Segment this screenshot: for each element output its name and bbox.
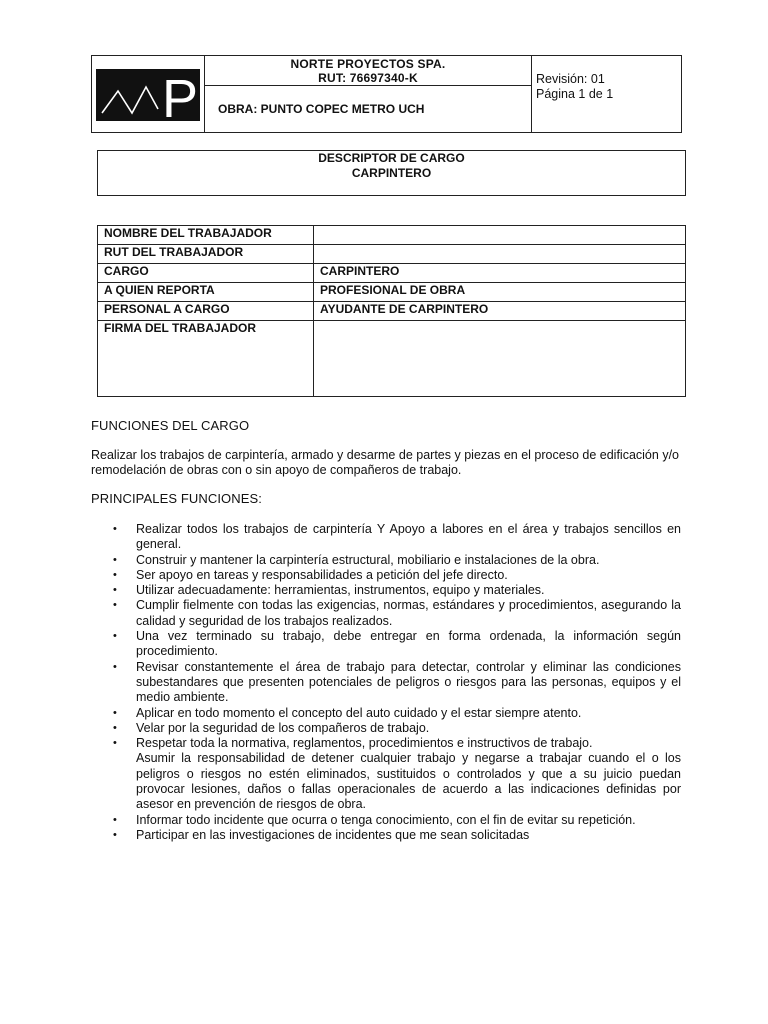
list-item (91, 828, 681, 843)
list-item-text: Velar por la seguridad de los compañeros de trabajo. (136, 720, 430, 735)
bullet-icon: • (113, 721, 117, 734)
company-logo (96, 69, 200, 121)
descriptor-title: DESCRIPTOR DE CARGO (318, 151, 465, 165)
list-item-text: Aplicar en todo momento el concepto del auto cuidado y el estar siempre atento. (136, 705, 582, 720)
company-rut: RUT: 76697340-K (318, 71, 418, 85)
bullet-icon: • (113, 553, 117, 566)
list-item-text: Participar en las investigaciones de incidentes que me sean solicitadas (136, 827, 530, 842)
list-item-text: Asumir la responsabilidad de detener cualquier trabajo y negarse a trabajar cuando el o los peligros o riesgos no estén eliminados, sustituidos o controlados y que a su juicio puedan provocar lesiones, daños o fallas operacionales de acuerdo a las indicaciones definidas por asesor en prevención de riesgos de obra. (136, 751, 681, 812)
table-row (98, 226, 686, 245)
descriptor-box (97, 150, 686, 196)
row-label: NOMBRE DEL TRABAJADOR (98, 226, 314, 245)
principales-title: PRINCIPALES FUNCIONES: (91, 491, 262, 506)
obra-label: OBRA: PUNTO COPEC METRO UCH (218, 102, 425, 116)
funciones-intro: Realizar los trabajos de carpintería, armado y desarme de partes y piezas en el proceso de edificación y/o remodelación de obras con o sin apoyo de compañeros de trabajo. (91, 448, 679, 477)
bullet-icon: • (113, 737, 117, 750)
row-label: PERSONAL A CARGO (98, 302, 314, 321)
functions-list (91, 522, 681, 843)
bullet-icon: • (113, 630, 117, 643)
list-item (91, 736, 681, 751)
list-item (91, 568, 681, 583)
table-row (98, 245, 686, 264)
list-item-text: Una vez terminado su trabajo, debe entregar en forma ordenada, la información según procedimiento. (136, 629, 681, 659)
list-item-text: Utilizar adecuadamente: herramientas, instrumentos, equipo y materiales. (136, 583, 545, 598)
row-value (314, 245, 686, 264)
document-header (91, 55, 682, 133)
list-item-text: Construir y mantener la carpintería estructural, mobiliario e instalaciones de la obra. (136, 552, 600, 567)
list-item-text: Respetar toda la normativa, reglamentos, procedimientos e instructivos de trabajo. (136, 736, 593, 751)
bullet-icon: • (113, 584, 117, 597)
page-number: Página 1 de 1 (536, 87, 614, 101)
signature-field[interactable] (314, 321, 686, 397)
bullet-icon: • (113, 828, 117, 841)
descriptor-subtitle: CARPINTERO (351, 166, 432, 180)
row-value: PROFESIONAL DE OBRA (314, 283, 686, 302)
list-item-text: Cumplir fielmente con todas las exigencias, normas, estándares y procedimientos, asegurando la calidad y seguridad de los trabajos realizados. (136, 598, 681, 628)
company-name: NORTE PROYECTOS SPA. (290, 57, 446, 71)
bullet-icon: • (113, 706, 117, 719)
bullet-icon: • (113, 813, 117, 826)
funciones-title: FUNCIONES DEL CARGO (91, 418, 250, 433)
bullet-icon: • (113, 660, 117, 673)
row-label: CARGO (98, 264, 314, 283)
list-item (91, 522, 681, 553)
list-item-text: Revisar constantemente el área de trabajo para detectar, controlar y eliminar las condiciones subestandares que presenten potenciales de peligros o riesgos para las personas, equipos y el medio ambiente. (136, 659, 681, 705)
revision-cell (536, 72, 613, 102)
row-label: A QUIEN REPORTA (98, 283, 314, 302)
bullet-icon: • (113, 523, 117, 535)
row-label: RUT DEL TRABAJADOR (98, 245, 314, 264)
list-item (91, 706, 681, 721)
list-item-continuation (91, 751, 681, 812)
row-value: AYUDANTE DE CARPINTERO (314, 302, 686, 321)
company-cell (205, 56, 532, 132)
company-block (205, 56, 531, 86)
list-item (91, 598, 681, 629)
worker-info-table (97, 225, 686, 397)
list-item (91, 583, 681, 598)
logo-cell (92, 56, 205, 132)
list-item (91, 721, 681, 736)
row-value: CARPINTERO (314, 264, 686, 283)
row-value (314, 226, 686, 245)
list-item-text: Informar todo incidente que ocurra o tenga conocimiento, con el fin de evitar su repetición. (136, 812, 636, 827)
logo-letter: P (162, 69, 199, 121)
mountain-logo-icon (96, 69, 200, 121)
table-row (98, 283, 686, 302)
revision-label: Revisión: 01 (536, 72, 605, 86)
row-label: FIRMA DEL TRABAJADOR (98, 321, 314, 397)
bullet-icon: • (113, 599, 117, 612)
table-row (98, 264, 686, 283)
list-item (91, 629, 681, 660)
signature-row (98, 321, 686, 397)
list-item (91, 660, 681, 706)
table-row (98, 302, 686, 321)
list-item-text: Realizar todos los trabajos de carpintería Y Apoyo a labores en el área y trabajos sencillos en general. (136, 522, 681, 552)
bullet-icon: • (113, 568, 117, 581)
list-item-text: Ser apoyo en tareas y responsabilidades a petición del jefe directo. (136, 567, 508, 582)
list-item (91, 813, 681, 828)
list-item (91, 553, 681, 568)
